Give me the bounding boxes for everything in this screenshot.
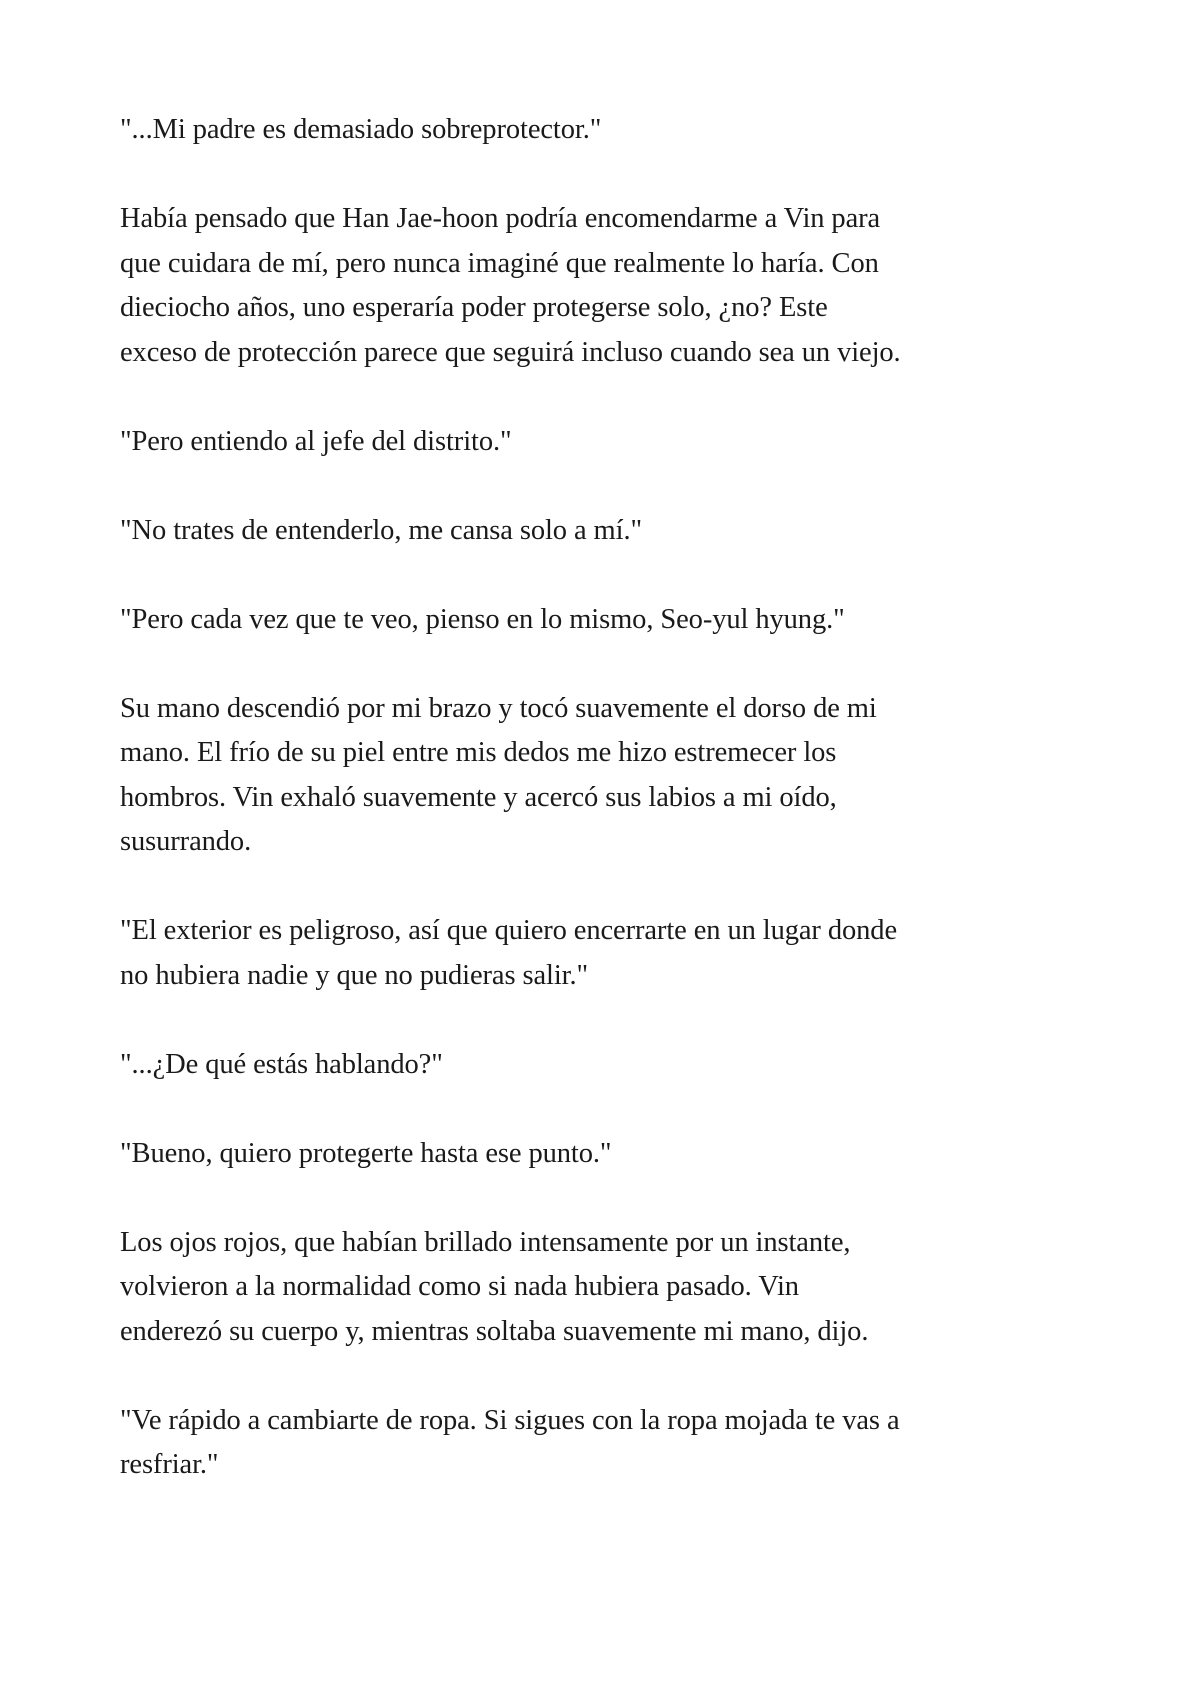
paragraph-dialogue <box>120 108 1110 153</box>
text-line: "Ve rápido a cambiarte de ropa. Si sigues con la ropa mojada te vas a <box>120 1404 900 1436</box>
text-line: "El exterior es peligroso, así que quiero encerrarte en un lugar donde <box>120 915 898 946</box>
text-line: "Pero cada vez que te veo, pienso en lo mismo, Seo-yul hyung." <box>120 603 845 635</box>
text-line: dieciocho años, uno esperaría poder protegerse solo, ¿no? Este <box>120 292 828 323</box>
text-line: Los ojos rojos, que habían brillado intensamente por un instante, <box>120 1226 851 1258</box>
text-line: exceso de protección parece que seguirá incluso cuando sea un viejo. <box>120 336 901 368</box>
paragraph-dialogue <box>120 1399 1110 1488</box>
paragraph-narration <box>120 687 1110 865</box>
paragraph-dialogue <box>120 909 1110 998</box>
text-line: mano. El frío de su piel entre mis dedos me hizo estremecer los <box>120 737 837 768</box>
text-line: resfriar." <box>120 1449 219 1480</box>
paragraph-narration <box>120 197 1110 375</box>
document-page <box>120 108 1110 1532</box>
text-line: "...Mi padre es demasiado sobreprotector." <box>120 114 602 145</box>
text-line: Su mano descendió por mi brazo y tocó suavemente el dorso de mi <box>120 692 877 724</box>
text-line: "Bueno, quiero protegerte hasta ese punto." <box>120 1137 612 1169</box>
text-line: "No trates de entenderlo, me cansa solo a mí." <box>120 514 642 546</box>
paragraph-dialogue <box>120 509 1110 554</box>
text-line: enderezó su cuerpo y, mientras soltaba suavemente mi mano, dijo. <box>120 1315 869 1347</box>
text-line: "...¿De qué estás hablando?" <box>120 1048 443 1080</box>
paragraph-dialogue <box>120 1043 1110 1088</box>
paragraph-narration <box>120 1221 1110 1355</box>
text-line: hombros. Vin exhaló suavemente y acercó sus labios a mi oído, <box>120 781 837 813</box>
paragraph-dialogue <box>120 420 1110 465</box>
text-line: "Pero entiendo al jefe del distrito." <box>120 425 512 457</box>
text-line: volvieron a la normalidad como si nada hubiera pasado. Vin <box>120 1271 799 1302</box>
paragraph-dialogue <box>120 1132 1110 1177</box>
text-line: que cuidara de mí, pero nunca imaginé que realmente lo haría. Con <box>120 247 879 279</box>
text-line: no hubiera nadie y que no pudieras salir." <box>120 959 589 991</box>
paragraph-dialogue <box>120 598 1110 643</box>
text-line: susurrando. <box>120 826 252 857</box>
text-line: Había pensado que Han Jae-hoon podría encomendarme a Vin para <box>120 203 881 234</box>
